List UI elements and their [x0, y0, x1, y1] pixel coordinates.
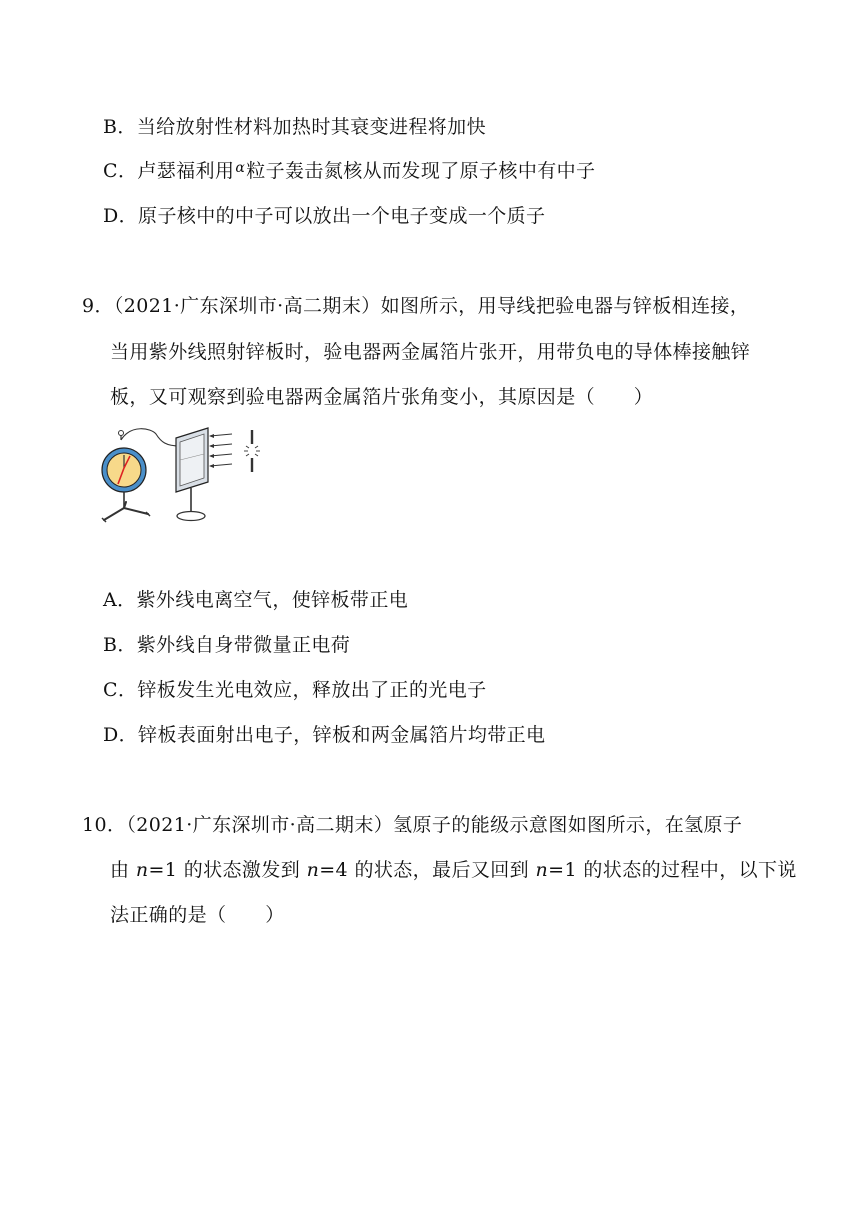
option-letter: B． — [103, 634, 137, 656]
text-segment: =1 — [548, 859, 577, 881]
option-text: 紫外线自身带微量正电荷 — [136, 634, 351, 656]
connecting-wire — [121, 429, 180, 446]
variable-n: n — [306, 859, 320, 881]
question-9-line-1 — [82, 294, 749, 318]
variable-n: n — [535, 859, 549, 881]
question-number: 10． — [82, 814, 127, 836]
option-letter: B． — [103, 116, 137, 138]
option-letter: C． — [103, 160, 138, 182]
option-text: 卢瑟福利用 — [137, 160, 235, 182]
text-segment: =1 — [148, 859, 178, 881]
question-10-line-3: 法正确的是（ ） — [110, 904, 285, 926]
option-text: 当给放射性材料加热时其衰变进程将加快 — [136, 116, 486, 138]
uv-lamp — [244, 430, 260, 472]
electroscope-zinc-plate-figure — [96, 424, 276, 526]
text-segment: 由 — [110, 859, 136, 881]
text-segment: 的状态激发到 — [177, 859, 307, 881]
option-text: 粒子轰击氮核从而发现了原子核中有中子 — [246, 160, 596, 182]
option-letter: A． — [103, 589, 137, 611]
option-c — [103, 159, 595, 185]
option-letter: D． — [103, 724, 139, 746]
option-text: 紫外线电离空气，使锌板带正电 — [136, 589, 409, 611]
option-d — [103, 204, 545, 228]
option-text: 原子核中的中子可以放出一个电子变成一个质子 — [138, 205, 546, 227]
question-9-line-2: 当用紫外线照射锌板时，验电器两金属箔片张开，用带负电的导体棒接触锌 — [110, 341, 751, 363]
text-segment: 的状态，最后又回到 — [348, 859, 536, 881]
text-segment: 的状态的过程中，以下说 — [576, 859, 797, 881]
q9-option-c — [103, 678, 487, 702]
q9-option-a — [103, 588, 408, 612]
question-9-line-3: 板，又可观察到验电器两金属箔片张角变小，其原因是（ ） — [110, 386, 654, 408]
option-text: 锌板表面射出电子，锌板和两金属箔片均带正电 — [138, 724, 546, 746]
option-text: 锌板发生光电效应，释放出了正的光电子 — [137, 679, 487, 701]
option-b — [103, 115, 486, 139]
question-text: （2021·广东深圳市·高二期末）如图所示，用导线把验电器与锌板相连接， — [113, 295, 750, 317]
question-10-line-2 — [110, 858, 797, 882]
question-number: 9． — [82, 295, 114, 317]
text-segment: =4 — [319, 859, 349, 881]
option-letter: C． — [103, 679, 138, 701]
alpha-symbol: α — [235, 160, 246, 176]
question-10-line-1 — [82, 813, 742, 837]
variable-n: n — [135, 859, 149, 881]
question-text: （2021·广东深圳市·高二期末）氢原子的能级示意图如图所示，在氢原子 — [126, 814, 743, 836]
uv-light-arrows — [210, 434, 232, 466]
option-letter: D． — [103, 205, 139, 227]
q9-option-b — [103, 633, 350, 657]
q9-option-d — [103, 723, 545, 747]
